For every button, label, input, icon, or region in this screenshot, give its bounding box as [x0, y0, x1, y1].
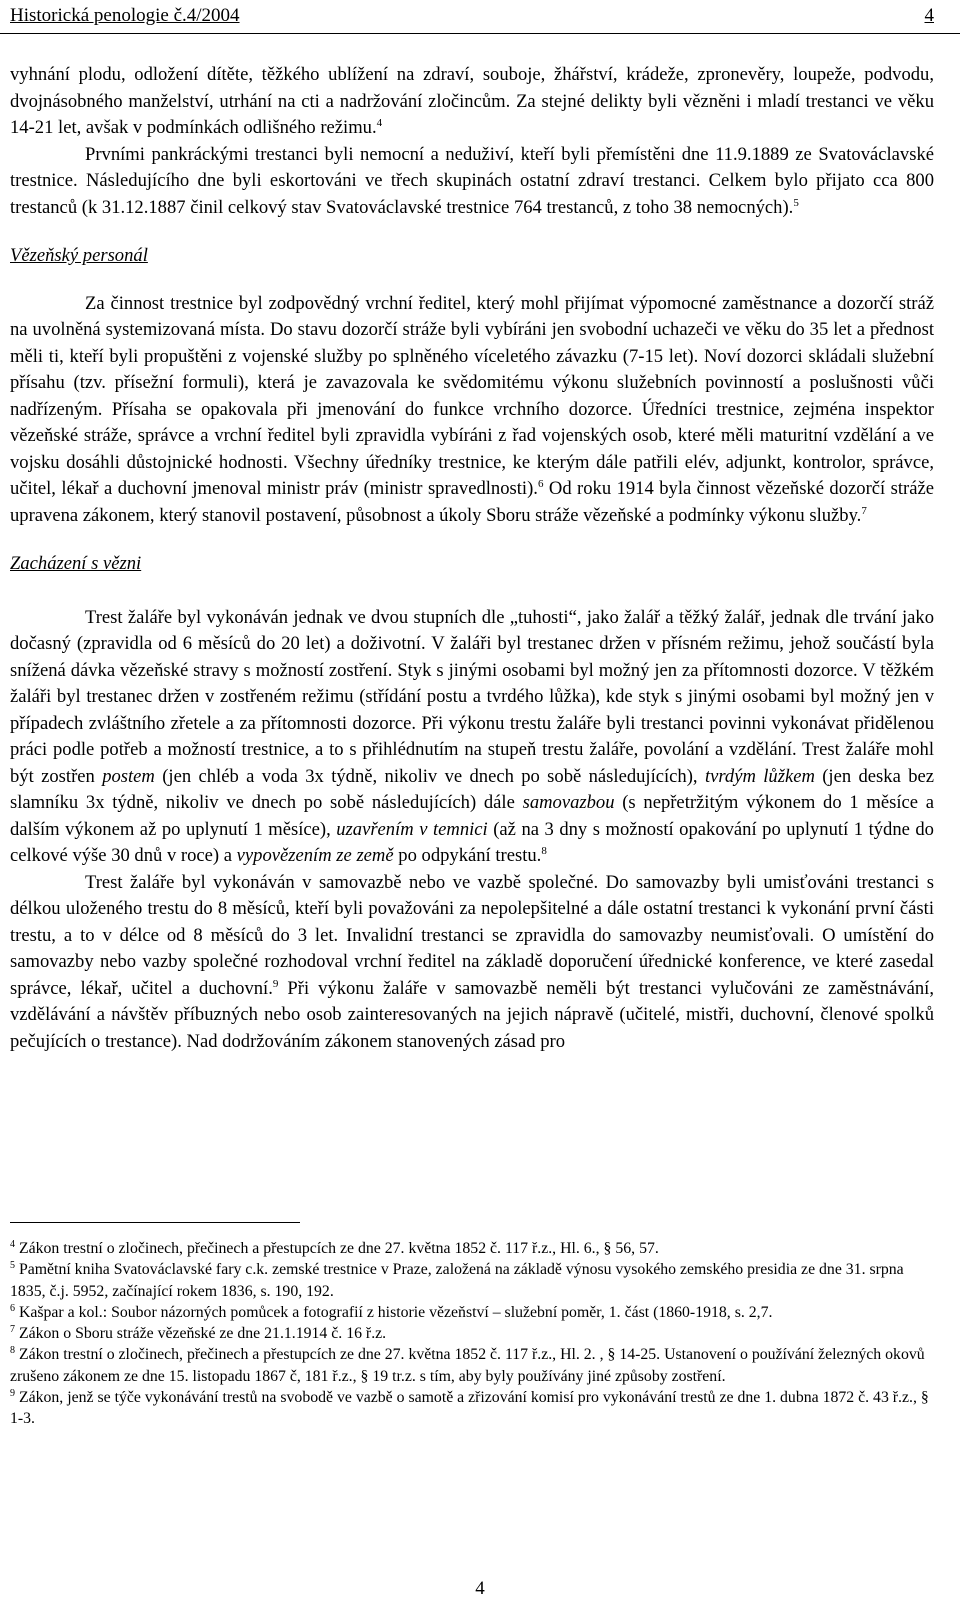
footnote-separator	[10, 1222, 300, 1223]
running-header	[0, 0, 960, 34]
footnote: $^4$ Zákon trestní o zločinech, přečinech a přestupcích ze dne 27. května 1852 č. 117 ř.z., Hl. 6., § 56, 57.	[10, 1239, 659, 1257]
footnotes	[10, 1238, 934, 1430]
section-heading: Zacházení s vězni	[10, 553, 142, 574]
journal-title: Historická penologie č.4/2004	[10, 5, 240, 26]
footnote: $^8$ Zákon trestní o zločinech, přečinech a přestupcích ze dne 27. května 1852 č. 117 ř.z., Hl. 2. , § 14-25. Ustanovení o používání železných okovů zrušeno zákonem ze dne 15. listopadu 1867 č, 181 ř.z., § 19 tr.z. s tím, aby byly používány jiné způsoby zostření.	[10, 1345, 925, 1385]
footnote: $^7$ Zákon o Sboru stráže vězeňské ze dne 21.1.1914 č. 16 ř.z.	[10, 1324, 387, 1343]
footnote: $^6$ Kašpar a kol.: Soubor názorných pomůcek a fotografií z historie vězeňství – služební poměr, 1. část (1860-1918, s. 2,7.	[10, 1302, 773, 1321]
paragraph: Trest žaláře byl vykonáván jednak ve dvou stupních dle „tuhosti“, jako žalář a těžký žalář, jednak dle trvání jako dočasný (zpravidla od 6 měsíců do 20 let) a doživotní. V žaláři byl trestanec držen v přísném režimu, jehož součástí byla snížená dávka vězeňské stravy s možností zostření. Styk s jinými osobami byl možný jen za přítomnosti dozorce. V těžkém žaláři byl trestanec držen v zostřeném režimu (střídání postu a tvrdého lůžka), kde styk s jinými osobami byl možný jen v případech zvláštního zřetele a za přítomnosti dozorce. Při výkonu trestu žaláře byli trestanci povinni vykonávat přidělenou práci podle potřeb a možností trestnice, a to s přihlédnutím na stupeň trestu žaláře, povolání a vzdělání. Trest žaláře mohl být zostřen postem (jen chléb a voda 3x týdně, nikoliv ve dnech po sobě následujících), tvrdým lůžkem (jen deska bez slamníku 3x týdně, nikoliv ve dnech po sobě následujících) dále samovazbou (s nepřetržitým výkonem do 1 měsíce a dalším výkonem až po uplynutí 1 měsíce), uzavřením v temnici (až na 3 dny s možností opakování po uplynutí 1 týdne do celkové výše 30 dnů v roce) a vypovězením ze země po odpykání trestu.$^8$	[10, 606, 935, 866]
paragraph: Za činnost trestnice byl zodpovědný vrchní ředitel, který mohl přijímat výpomocné zaměstnance a dozorčí stráž na uvolněná systemizovaná místa. Do stavu dozorčí stráže byli vybíráni jen svobodní uchazeči ve věku do 35 let a přednost měli ti, kteří byli propuštěni z vojenské služby po splněného víceletého závazku (7-15 let). Noví dozorci skládali služební přísahu (tzv. přísežní formuli), která je zavazovala ke svědomitému výkonu služebních povinností a poslušnosti vůči nadřízeným. Přísaha se opakovala při jmenování do funkce vrchního dozorce. Úředníci trestnice, zejména inspektor vězeňské stráže, správce a vrchní ředitel byli zpravidla vybíráni z řad vojenských osob, které měli maturitní vzdělání a ve vojsku dosáhli důstojnické hodnosti. Všechny úředníky trestnice, ke kterým dále patřili elév, adjunkt, kontrolor, správce, učitel, lékař a duchovní jmenoval ministr práv (ministr spravedlnosti).$^6$ Od roku 1914 byla činnost vězeňské dozorčí stráže upravena zákonem, který stanovil postavení, působnost a úkoly Sboru stráže vězeňské a podmínky výkonu služby.$^7$	[10, 292, 934, 526]
footnote-ref: 6	[537, 478, 544, 490]
footnote-ref: 9	[272, 977, 279, 990]
footnote-ref: 5	[793, 196, 799, 209]
paragraph: vyhnání plodu, odložení dítěte, těžkého ublížení na zdraví, souboje, žhářství, krádeže, zpronevěry, loupeže, podvodu, dvojnásobného manželství, utrhání na cti a nadržování zločincům. Za stejné delikty byli vězněni i mladí trestanci ve věku 14-21 let, avšak v podmínkách odlišného režimu.$^4$	[10, 64, 934, 138]
body-text	[10, 62, 934, 1055]
section-heading: Vězeňský personál	[10, 245, 148, 266]
footnote-ref: 7	[861, 504, 867, 517]
paragraph: Trest žaláře byl vykonáván v samovazbě nebo ve vazbě společné. Do samovazby byli umisťováni trestanci s délkou uloženého trestu do 8 měsíců, kteří byli považováni za nepolepšitelné a dále ostatní trestanci k vykonání první části trestu, a to v délce od 8 měsíců do 3 let. Invalidní trestanci se zpravidla do samovazby neumisťovali. O umístění do samovazby nebo vazby společné rozhodoval vrchní ředitel na základě doporučení úřednické konference, ve které zasedal správce, lékař, učitel a duchovní.$^9$ Při výkonu žaláře v samovazbě neměli být trestanci vylučováni ze zaměstnávání, vzdělávání a návštěv příbuzných nebo osob zainteresovaných na jejich nápravě (učitelé, mistři, duchovní, členové spolků pečujících o trestance). Nad dodržováním zákonem stanovených zásad pro	[10, 871, 934, 1052]
footnote-ref: 4	[376, 117, 383, 129]
footnote-ref: 8	[541, 845, 547, 857]
paragraph: Prvními pankráckými trestanci byli nemocní a neduživí, kteří byli přemístěni dne 11.9.1889 ze Svatováclavské trestnice. Následujícího dne byli eskortováni ve třech skupinách ostatní zdraví trestanci. Celkem bylo přijato cca 800 trestanců (k 31.12.1887 činil celkový stav Svatováclavské trestnice 764 trestanců, z toho 38 nemocných).$^5$	[10, 143, 934, 218]
page-number: 4	[475, 1578, 485, 1599]
header-page-number: 4	[924, 5, 934, 26]
footnote: $^5$ Pamětní kniha Svatováclavské fary c.k. zemské trestnice v Praze, založená na základě výnosu vysokého zemského presidia ze dne 31. srpna 1835, č.j. 5952, začínající rokem 1836, s. 190, 192.	[10, 1260, 904, 1300]
footnote: $^9$ Zákon, jenž se týče vykonávání trestů na svobodě ve vazbě o samotě a zřizování komisí pro vykonávání trestů ze dne 1. dubna 1872 č. 43 ř.z., § 1-3.	[10, 1388, 929, 1428]
